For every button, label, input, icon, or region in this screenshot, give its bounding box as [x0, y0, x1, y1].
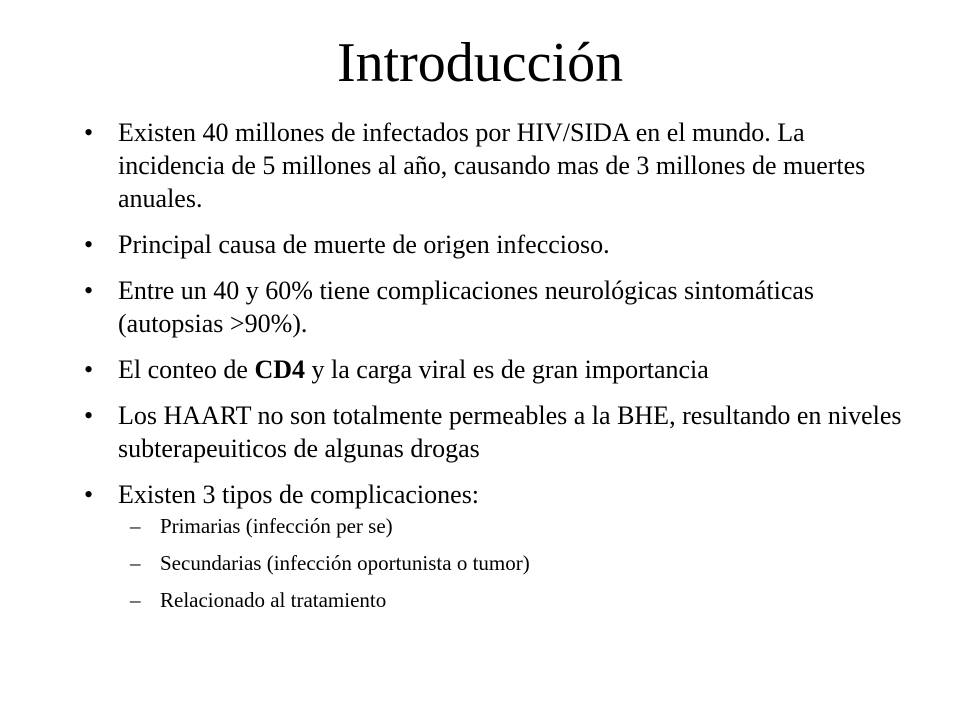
- bullet-icon: •: [84, 401, 94, 430]
- bullet-text: [118, 355, 709, 384]
- bullet-list: [72, 116, 902, 627]
- sub-bullet-text: Primarias (infección per se): [160, 514, 393, 538]
- bullet-item: [72, 353, 902, 386]
- sub-bullet-text: Secundarias (infección oportunista o tumor): [160, 551, 530, 575]
- bullet-icon: •: [84, 118, 94, 147]
- sub-bullet-list: [118, 513, 902, 614]
- bullet-item: [72, 399, 902, 465]
- bullet-item: [72, 478, 902, 614]
- sub-bullet-text: Relacionado al tratamiento: [160, 588, 387, 612]
- bullet-icon: •: [84, 230, 94, 259]
- dash-icon: –: [130, 514, 141, 538]
- bullet-text-pre: El conteo de: [118, 355, 255, 384]
- sub-bullet-item: [118, 550, 902, 577]
- bullet-item: [72, 228, 902, 261]
- bullet-text: Los HAART no son totalmente permeables a la BHE, resultando en niveles subterapeuiticos de algunas drogas: [118, 401, 902, 463]
- dash-icon: –: [130, 551, 141, 575]
- bullet-item: [72, 274, 902, 340]
- slide-title: Introducción: [336, 32, 624, 94]
- bullet-icon: •: [84, 355, 94, 384]
- sub-bullet-item: [118, 513, 902, 540]
- bullet-text: Entre un 40 y 60% tiene complicaciones neurológicas sintomáticas (autopsias >90%).: [118, 276, 815, 338]
- bullet-text-bold: CD4: [254, 355, 306, 384]
- bullet-text: Principal causa de muerte de origen infeccioso.: [118, 230, 610, 259]
- bullet-item: [72, 116, 902, 215]
- bullet-text: Existen 40 millones de infectados por HIV/SIDA en el mundo. La incidencia de 5 millones al año, causando mas de 3 millones de muertes anuales.: [118, 118, 866, 213]
- bullet-icon: •: [84, 276, 94, 305]
- dash-icon: –: [130, 588, 141, 612]
- bullet-icon: •: [84, 480, 94, 509]
- bullet-text-post: y la carga viral es de gran importancia: [305, 355, 709, 384]
- bullet-text: Existen 3 tipos de complicaciones:: [118, 480, 480, 509]
- sub-bullet-item: [118, 587, 902, 614]
